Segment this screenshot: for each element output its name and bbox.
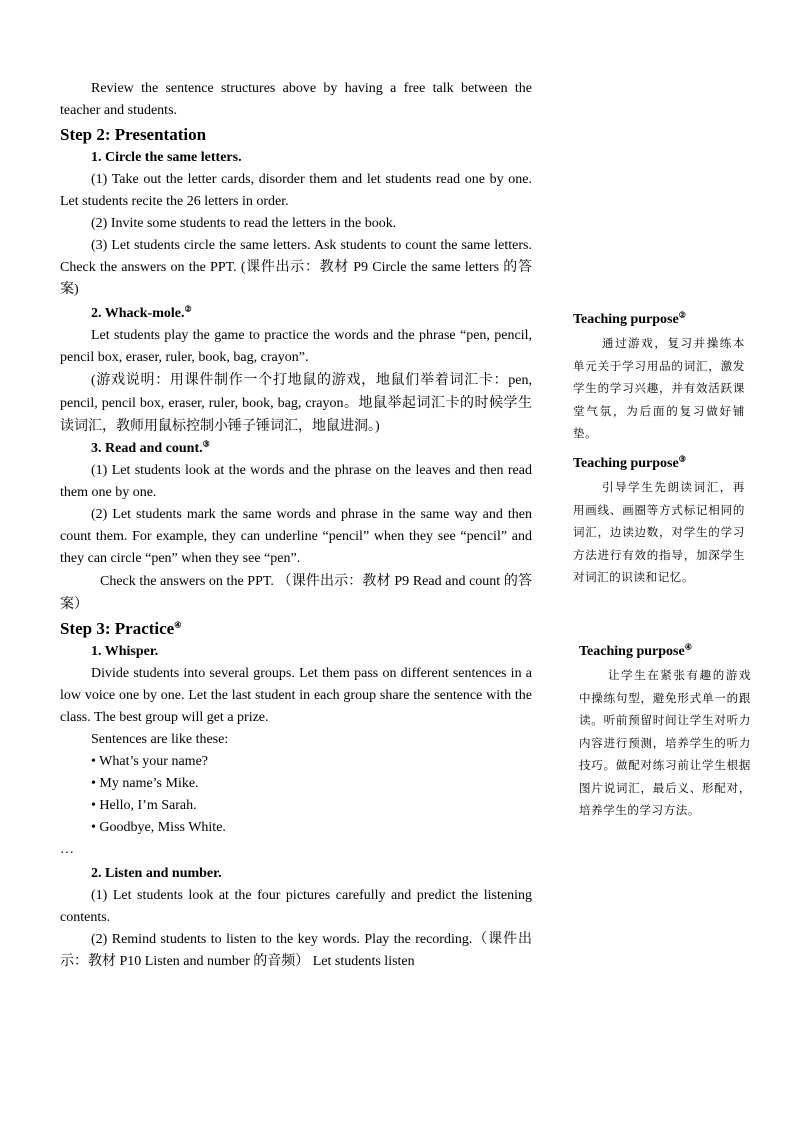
list-item: • What’s your name? <box>91 754 208 769</box>
note-text: 引导学生先朗读词汇，再用画线、画圈等方式标记相同的词汇，边读边数，对学生的学习方法进行有效的指导，加深学生对词汇的识读和记忆。 <box>573 480 745 584</box>
paragraph: (2) Let students mark the same words and phrase in the same way and then count them. For example, they can underline “pencil” when they see “pencil” and they can circle “pen” when they see “pen”. <box>60 507 532 566</box>
note-text: 让学生在紧张有趣的游戏中操练句型，避免形式单一的跟读。听前预留时间让学生对听力内容进行预测，培养学生的听力技巧。做配对练习前让学生根据图片说词汇，最后义、形配对，培养学生的学习方法。 <box>579 668 751 817</box>
teaching-purpose-note <box>579 642 751 822</box>
paragraph: (3) Let students circle the same letters. Ask students to count the same letters. Check the answers on the PPT. (课件出示：教材 P9 Circle the same letters 的答案) <box>60 238 532 297</box>
heading-text: Step 3: Practice <box>60 619 175 638</box>
paragraph: Let students play the game to practice the words and the phrase “pen, pencil, pencil box, eraser, ruler, book, bag, crayon”. <box>60 328 532 365</box>
main-column <box>60 78 532 973</box>
note-text: 通过游戏，复习并操练本单元关于学习用品的词汇，激发学生的学习兴趣，并有效活跃课堂气氛，为后面的复习做好铺垫。 <box>573 336 745 440</box>
footnote-mark: ③ <box>678 454 686 464</box>
paragraph: (1) Let students look at the four pictures carefully and predict the listening contents. <box>60 888 532 925</box>
footnote-mark: ④ <box>684 642 692 652</box>
note-heading <box>573 454 745 474</box>
listen-number-heading: 2. Listen and number. <box>91 866 222 881</box>
paragraph: (1) Let students look at the words and the phrase on the leaves and then read them one by one. <box>60 463 532 500</box>
heading-text: Teaching purpose <box>573 312 679 327</box>
whisper-heading: 1. Whisper. <box>91 644 159 659</box>
heading-text: Teaching purpose <box>573 456 679 471</box>
read-count-heading <box>60 438 532 460</box>
teaching-purpose-note <box>573 310 745 445</box>
paragraph: Check the answers on the PPT. （课件出示：教材 P9 Read and count 的答案） <box>60 574 532 612</box>
paragraph: (2) Invite some students to read the letters in the book. <box>91 216 397 231</box>
circle-letters-heading: 1. Circle the same letters. <box>91 150 242 165</box>
whack-mole-heading <box>60 303 532 325</box>
footnote-mark: ③ <box>202 439 210 449</box>
paragraph: (1) Take out the letter cards, disorder them and let students read one by one. Let students recite the 26 letters in order. <box>60 172 532 209</box>
step2-heading: Step 2: Presentation <box>60 125 207 144</box>
paragraph: (2) Remind students to listen to the key words. Play the recording.（课件出示：教材 P10 Listen and number 的音频） Let students listen <box>60 932 532 969</box>
footnote-mark: ② <box>678 310 686 320</box>
game-note-paragraph: (游戏说明：用课件制作一个打地鼠的游戏，地鼠们举着词汇卡：pen, pencil, pencil box, eraser, ruler, book, bag, crayon。地鼠举起词汇卡的时候学生读词汇，教师用鼠标控制小锤子锤词汇，地鼠进洞。) <box>60 373 532 434</box>
list-item: • My name’s Mike. <box>91 776 199 791</box>
intro-paragraph: Review the sentence structures above by having a free talk between the teacher and students. <box>60 81 532 118</box>
heading-text: Teaching purpose <box>579 644 685 659</box>
paragraph: Sentences are like these: <box>91 732 229 747</box>
teaching-purpose-note <box>573 454 745 589</box>
list-item: • Hello, I’m Sarah. <box>91 798 197 813</box>
paragraph: Divide students into several groups. Let them pass on different sentences in a low voice one by one. Let the last student in each group share the sentence with the class. The best group will get a prize. <box>60 666 532 725</box>
list-item: • Goodbye, Miss White. <box>91 820 226 835</box>
note-heading <box>579 642 751 662</box>
heading-text: 2. Whack-mole. <box>91 306 185 321</box>
note-heading <box>573 310 745 330</box>
heading-text: 3. Read and count. <box>91 441 203 456</box>
step3-heading <box>60 616 532 641</box>
ellipsis: … <box>60 842 74 857</box>
footnote-mark: ④ <box>174 620 182 630</box>
footnote-mark: ② <box>184 304 192 314</box>
